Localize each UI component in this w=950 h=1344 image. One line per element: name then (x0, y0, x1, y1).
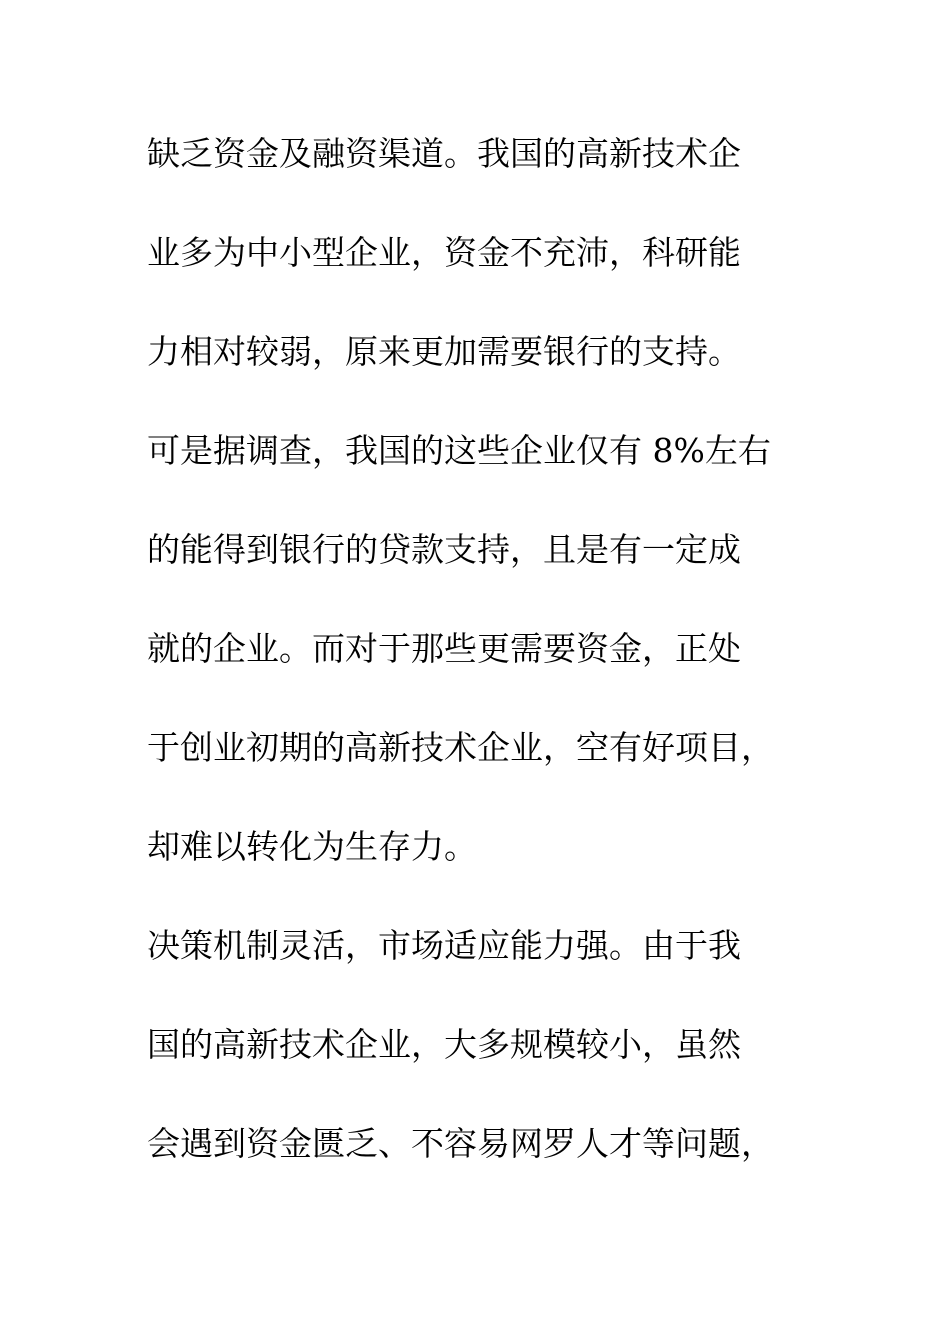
text-line: 就的企业。而对于那些更需要资金，正处 (147, 629, 741, 668)
text-line: 国的高新技术企业，大多规模较小，虽然 (147, 1025, 741, 1064)
text-line: 缺乏资金及融资渠道。我国的高新技术企 (147, 134, 741, 173)
text-line: 会遇到资金匮乏、不容易网罗人才等问题， (147, 1124, 774, 1163)
text-line: 的能得到银行的贷款支持，且是有一定成 (147, 530, 741, 569)
text-line: 力相对较弱，原来更加需要银行的支持。 (147, 332, 741, 371)
text-line: 于创业初期的高新技术企业，空有好项目， (147, 728, 774, 767)
text-line: 决策机制灵活，市场适应能力强。由于我 (147, 926, 741, 965)
text-line: 却难以转化为生存力。 (147, 827, 477, 866)
text-line: 业多为中小型企业，资金不充沛，科研能 (147, 233, 741, 272)
text-line: 可是据调查，我国的这些企业仅有 8%左右 (147, 431, 771, 470)
